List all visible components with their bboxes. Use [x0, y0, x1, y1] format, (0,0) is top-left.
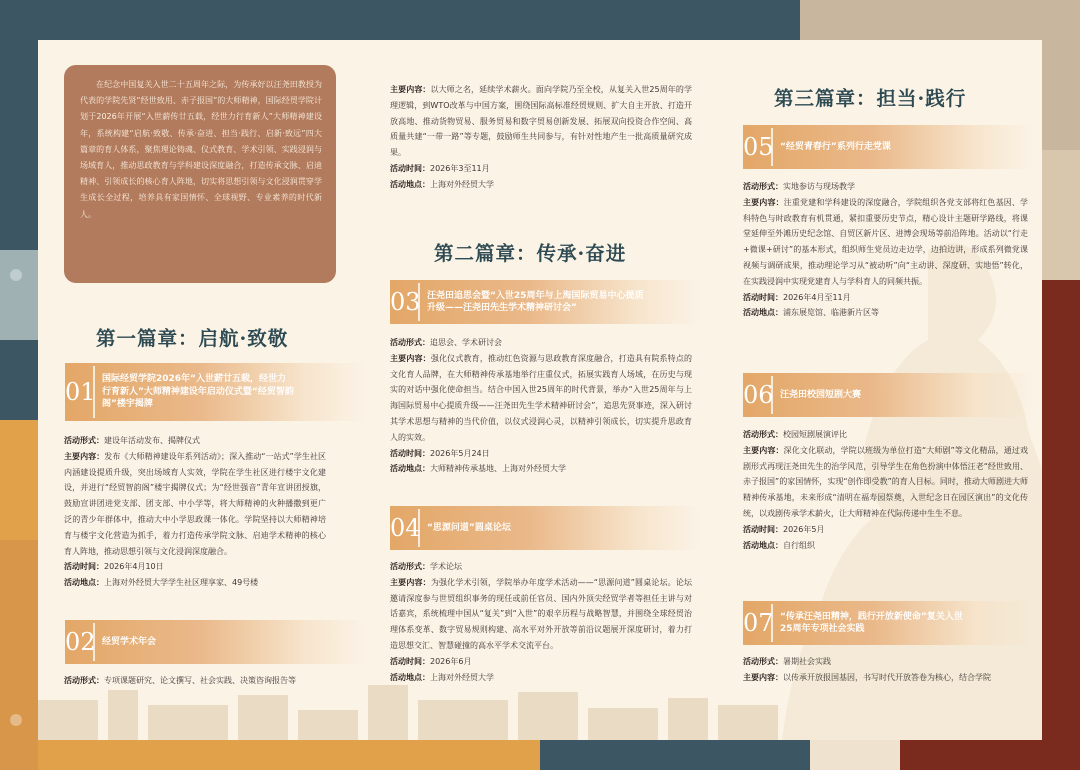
brochure-paper: [38, 40, 1042, 740]
event-06-form: 活动形式：校园短剧展演评比: [743, 430, 847, 439]
event-05-time: 活动时间：2026年4月至11月: [743, 292, 851, 302]
event-06-place: 活动地点：自行组织: [743, 540, 815, 550]
chapter-2-title: 第二篇章：传承·奋进: [434, 242, 627, 265]
event-04-number: 04: [390, 509, 420, 547]
event-02-details: [390, 82, 692, 193]
event-02-content: 主要内容：以大师之名，延续学术薪火。面向学院乃至全校，从复关入世25周年的学理逻辑，到WTO改革与中国方案，围绕国际高标准经贸规则、扩大自主开放、打造开放高地、推动货物贸易、服务贸易和数字贸易创新发展、拓展双向投资合作空间、高质量共建“一带一路”等专题，鼓励师生共同参与，有针对性地产生一批高质量研究成果。: [390, 85, 692, 158]
event-03-place: 活动地点：大师精神传承基地、上海对外经贸大学: [390, 464, 566, 474]
event-02-form: 活动形式：专项课题研究、论文撰写、社会实践、决策咨询报告等: [64, 676, 296, 685]
event-03-title: 汪尧田追思会暨“入世25周年与上海国际贸易中心提质 升级——汪尧田先生学术精神研讨会”: [427, 290, 644, 313]
event-05-banner: [743, 125, 1033, 169]
event-02-place: 活动地点：上海对外经贸大学: [390, 179, 494, 189]
event-06-details: [743, 427, 1028, 553]
event-02-title: 经贸学术年会: [102, 636, 157, 647]
event-06-title: 汪尧田校园短剧大赛: [780, 389, 862, 400]
intro-box: 在纪念中国复关入世二十五周年之际，为传承好以汪尧田教授为代表的学院先贤“经世致用、赤子报国”的大师精神，国际经贸学院计划于2026年开展“入世薪传廿五载，经世力行育新人”大师精神建设年，系统构建“启航·致敬、传承·奋进、担当·践行、启新·致远”四大篇章的育人体系，聚焦理论铸魂、仪式教育、学术引领、实践浸润与场域育人，推动思政教育与学科建设深度融合，打造传承文脉、启迪精神、引领成长的核心育人阵地，切实将思想引领与文化浸润贯穿学生成长全过程，培养具有家国情怀、全球视野、专业素养的时代新人。: [64, 65, 336, 283]
event-03-banner: [390, 280, 700, 324]
event-04-details: [390, 559, 692, 685]
event-07-details: [743, 654, 1028, 686]
event-01-title-line3: 阁”楼宇揭牌: [102, 399, 153, 410]
event-07-banner: [743, 601, 1033, 645]
event-06-content: 主要内容：深化文化联动，学院以班级为单位打造“大师剧”等文化精品，通过戏剧形式再现汪尧田先生的治学风范，引导学生在角色扮演中体悟汪老“经世致用、赤子报国”的家国情怀，实现“创作即受教”的育人目标。同时，推动大师剧进大师精神传承基地，未来形成“清明在福寿园祭奠，入世纪念日在园区演出”的文化传统，以戏剧传承学术薪火，让大师精神在代际传递中生生不息。: [743, 445, 1028, 518]
chapter-1-title: 第一篇章：启航·致敬: [96, 327, 289, 350]
event-05-number: 05: [743, 128, 773, 166]
event-06-banner: [743, 373, 1033, 417]
event-01-title-line1: 国际经贸学院2026年“入世薪廿五载，经世力: [102, 374, 286, 385]
event-03-form: 活动形式：追思会、学术研讨会: [390, 338, 502, 347]
event-01-form: 活动形式：建设年活动发布、揭牌仪式: [64, 436, 200, 445]
event-02-banner: [65, 620, 365, 664]
event-05-details: [743, 179, 1028, 321]
event-04-time: 活动时间：2026年6月: [390, 656, 472, 666]
event-01-time: 活动时间：2026年4月10日: [64, 562, 164, 572]
event-06-number: 06: [743, 376, 773, 414]
event-07-number: 07: [743, 604, 773, 642]
event-07-content: 主要内容：以传承开放报国基因，书写时代开放答卷为核心，结合学院: [743, 672, 991, 682]
event-07-form: 活动形式：暑期社会实践: [743, 657, 831, 666]
event-01-details: [64, 433, 326, 591]
event-01-place: 活动地点：上海对外经贸大学学生社区理享家、49号楼: [64, 578, 259, 588]
event-01-title-line2: 行育新人”大师精神建设年启动仪式暨“经贸智韵: [102, 386, 294, 397]
event-03-time: 活动时间：2026年5月24日: [390, 448, 490, 458]
event-02-number: 02: [65, 623, 95, 661]
event-04-form: 活动形式：学术论坛: [390, 562, 462, 571]
event-05-content: 主要内容：注重党建和学科建设的深度融合，学院组织各党支部将红色基因、学科特色与时政教育有机贯通，紧扣重要历史节点，精心设计主题研学路线，将课堂延伸至外滩历史纪念馆、自贸区新片区、进博会现场等前沿阵地。活动以“行走+微课+研讨”的基本形式，组织师生党员边走边学，边拍边讲，形成系列微党课视频与调研成果，推动理论学习从“被动听”向“主动讲、深度研、实地悟”转化，在实践浸润中实现党建育人与学科育人的同频共振。: [743, 197, 1029, 286]
event-03-details: [390, 335, 692, 477]
event-05-title: “经贸青春行”系列行走党课: [780, 141, 891, 152]
event-04-content: 主要内容：为强化学术引领，学院举办年度学术活动——“思源问道”圆桌论坛。论坛邀请深度参与世贸组织事务的现任或前任官员、国内外顶尖经贸学者等担任主讲与对话嘉宾，系统梳理中国从“复关”到“入世”的艰辛历程与战略智慧，并围绕全球经贸治理体系变革、数字贸易规则构建、高水平对外开放等前沿议题展开深度研讨，着力打造思想交汇、智慧碰撞的高水平学术交流平台。: [390, 577, 693, 650]
chapter-3-title: 第三篇章：担当·践行: [774, 87, 967, 110]
event-04-banner: [390, 506, 700, 550]
event-02-time: 活动时间：2026年3至11月: [390, 163, 490, 173]
event-01-banner: [65, 363, 365, 421]
event-03-number: 03: [390, 283, 420, 321]
event-07-title: “传承汪尧田精神，践行开放新使命”复关入世 25周年专项社会实践: [780, 611, 963, 634]
event-05-form: 活动形式：实地参访与现场教学: [743, 182, 855, 191]
event-01-number: 01: [65, 366, 95, 418]
event-06-time: 活动时间：2026年5月: [743, 524, 825, 534]
event-05-place: 活动地点：浦东展览馆、临港新片区等: [743, 308, 879, 318]
event-01-content: 主要内容：发布《大师精神建设年系列活动》；深入推动“一站式”学生社区内涵建设提质升级，突出场域育人实效，学院在学生社区进行楼宇文化建设，并进行“经贸智韵阁”楼宇揭牌仪式；为“经世强音”青年宣讲团授旗，鼓励宣讲团进党支部、团支部、中小学等，将大师精神的火种播撒到更广泛的青少年群体中，推动大中小学思政课一体化。学院坚持以大师精神培育与楼宇文化营造为抓手，着力打造传承学院文脉、启迪学术精神的核心育人阵地，推动思想引领与文化浸润深度融合。: [64, 451, 326, 556]
event-04-place: 活动地点：上海对外经贸大学: [390, 672, 494, 682]
event-04-title: “思源问道”圆桌论坛: [427, 522, 511, 533]
event-01-title: [102, 363, 294, 421]
event-03-content: 主要内容：强化仪式教育，推动红色资源与思政教育深度融合，打造具有院系特点的文化育人品牌，在大师精神传承基地举行庄重仪式，拓展实践育人场域，在历史与现实的对话中强化使命担当。结合中国入世25周年的时代背景，举办“入世25周年与上海国际贸易中心提质升级——汪尧田先生学术精神研讨会”，追思先贤事迹，深入研讨其学术思想与精神的当代价值，以仪式浸润心灵，以精神引领成长，切实提升思政育人的实效。: [390, 353, 693, 442]
